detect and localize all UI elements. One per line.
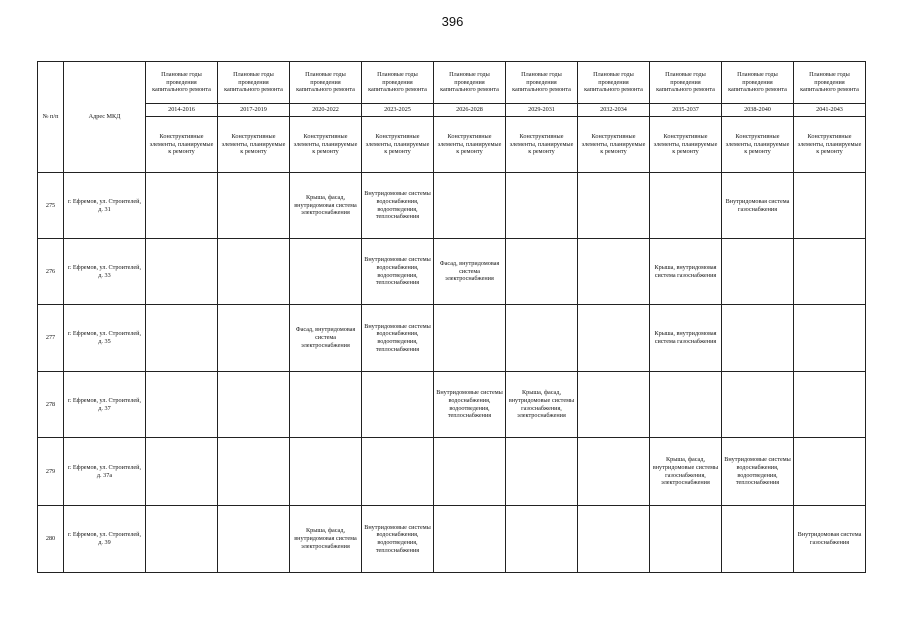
period-header: Плановые годы проведения капитального ремонта [218, 62, 290, 104]
period-header: Плановые годы проведения капитального ремонта [578, 62, 650, 104]
address-header: Адрес МКД [64, 62, 146, 173]
period-header: Плановые годы проведения капитального ремонта [650, 62, 722, 104]
repair-cell [578, 305, 650, 372]
repair-cell [362, 372, 434, 438]
repair-cell [650, 372, 722, 438]
period-label-row [38, 62, 866, 104]
period-header: Плановые годы проведения капитального ремонта [794, 62, 866, 104]
repair-cell [146, 438, 218, 506]
repair-cell: Фасад, внутридомовая система электроснабжения [434, 239, 506, 305]
repair-cell [146, 305, 218, 372]
num-header: № п/п [38, 62, 64, 173]
repair-cell [506, 305, 578, 372]
period-header: Плановые годы проведения капитального ремонта [146, 62, 218, 104]
repair-cell [506, 438, 578, 506]
repair-cell [506, 173, 578, 239]
period-header: Плановые годы проведения капитального ремонта [434, 62, 506, 104]
elements-header: Конструктивные элементы, планируемые к ремонту [794, 117, 866, 173]
repair-cell [290, 372, 362, 438]
elements-header: Конструктивные элементы, планируемые к ремонту [434, 117, 506, 173]
elements-header: Конструктивные элементы, планируемые к ремонту [362, 117, 434, 173]
repair-cell: Внутридомовая система газоснабжения [722, 173, 794, 239]
table-row [38, 239, 866, 305]
repair-cell [794, 372, 866, 438]
elements-header: Конструктивные элементы, планируемые к ремонту [146, 117, 218, 173]
row-address: г. Ефремов, ул. Строителей, д. 33 [64, 239, 146, 305]
repair-cell: Внутридомовые системы водоснабжения, водоотведения, теплоснабжения [362, 305, 434, 372]
repair-cell: Крыша, внутридомовая система газоснабжения [650, 305, 722, 372]
repair-cell: Внутридомовые системы водоснабжения, водоотведения, теплоснабжения [722, 438, 794, 506]
repair-cell [650, 173, 722, 239]
repair-cell [146, 239, 218, 305]
repair-cell [794, 305, 866, 372]
repair-cell [434, 506, 506, 573]
row-number: 280 [38, 506, 64, 573]
elements-header: Конструктивные элементы, планируемые к ремонту [650, 117, 722, 173]
repair-cell [146, 506, 218, 573]
repair-cell [506, 239, 578, 305]
period-years: 2026-2028 [434, 104, 506, 117]
period-years: 2023-2025 [362, 104, 434, 117]
period-years: 2017-2019 [218, 104, 290, 117]
repair-cell [434, 173, 506, 239]
repair-cell [578, 372, 650, 438]
row-number: 276 [38, 239, 64, 305]
repair-plan-table [37, 61, 866, 573]
repair-cell: Внутридомовые системы водоснабжения, водоотведения, теплоснабжения [362, 506, 434, 573]
period-years: 2032-2034 [578, 104, 650, 117]
repair-cell: Крыша, фасад, внутридомовая система электроснабжения [290, 173, 362, 239]
repair-cell [794, 438, 866, 506]
table-row [38, 372, 866, 438]
repair-cell [722, 506, 794, 573]
period-header: Плановые годы проведения капитального ремонта [290, 62, 362, 104]
repair-cell [794, 239, 866, 305]
repair-cell [146, 372, 218, 438]
repair-cell [794, 173, 866, 239]
row-address: г. Ефремов, ул. Строителей, д. 35 [64, 305, 146, 372]
row-number: 279 [38, 438, 64, 506]
table-row [38, 506, 866, 573]
period-years-row [38, 104, 866, 117]
repair-cell: Крыша, фасад, внутридомовая система электроснабжения [290, 506, 362, 573]
period-years: 2014-2016 [146, 104, 218, 117]
repair-cell [218, 305, 290, 372]
repair-cell [434, 305, 506, 372]
period-years: 2041-2043 [794, 104, 866, 117]
page-number: 396 [441, 14, 464, 29]
repair-cell [578, 506, 650, 573]
period-header: Плановые годы проведения капитального ремонта [506, 62, 578, 104]
repair-cell [218, 239, 290, 305]
elements-header: Конструктивные элементы, планируемые к ремонту [506, 117, 578, 173]
repair-cell [218, 173, 290, 239]
repair-cell: Внутридомовые системы водоснабжения, водоотведения, теплоснабжения [434, 372, 506, 438]
repair-cell [218, 506, 290, 573]
repair-cell: Крыша, внутридомовая система газоснабжения [650, 239, 722, 305]
repair-cell: Крыша, фасад, внутридомовые системы газоснабжения, электроснабжения [650, 438, 722, 506]
elements-header: Конструктивные элементы, планируемые к ремонту [722, 117, 794, 173]
repair-cell: Фасад, внутридомовая система электроснабжения [290, 305, 362, 372]
repair-cell [722, 239, 794, 305]
row-address: г. Ефремов, ул. Строителей, д. 31 [64, 173, 146, 239]
elements-header: Конструктивные элементы, планируемые к ремонту [290, 117, 362, 173]
period-years: 2020-2022 [290, 104, 362, 117]
repair-cell [218, 438, 290, 506]
repair-cell: Внутридомовые системы водоснабжения, водоотведения, теплоснабжения [362, 239, 434, 305]
row-address: г. Ефремов, ул. Строителей, д. 37 [64, 372, 146, 438]
elements-label-row [38, 117, 866, 173]
repair-cell: Крыша, фасад, внутридомовые системы газоснабжения, электроснабжения [506, 372, 578, 438]
repair-cell [722, 372, 794, 438]
period-header: Плановые годы проведения капитального ремонта [362, 62, 434, 104]
repair-cell: Внутридомовые системы водоснабжения, водоотведения, теплоснабжения [362, 173, 434, 239]
table-row [38, 173, 866, 239]
row-address: г. Ефремов, ул. Строителей, д. 37а [64, 438, 146, 506]
repair-cell [290, 438, 362, 506]
repair-cell [506, 506, 578, 573]
repair-cell [722, 305, 794, 372]
repair-cell [218, 372, 290, 438]
row-number: 278 [38, 372, 64, 438]
repair-cell [146, 173, 218, 239]
period-years: 2038-2040 [722, 104, 794, 117]
period-years: 2029-2031 [506, 104, 578, 117]
elements-header: Конструктивные элементы, планируемые к ремонту [218, 117, 290, 173]
repair-cell [578, 239, 650, 305]
row-address: г. Ефремов, ул. Строителей, д. 39 [64, 506, 146, 573]
repair-cell [650, 506, 722, 573]
repair-cell [578, 173, 650, 239]
elements-header: Конструктивные элементы, планируемые к ремонту [578, 117, 650, 173]
table-row [38, 438, 866, 506]
row-number: 277 [38, 305, 64, 372]
repair-cell [578, 438, 650, 506]
period-header: Плановые годы проведения капитального ремонта [722, 62, 794, 104]
repair-cell [434, 438, 506, 506]
row-number: 275 [38, 173, 64, 239]
period-years: 2035-2037 [650, 104, 722, 117]
repair-cell: Внутридомовая система газоснабжения [794, 506, 866, 573]
table-row [38, 305, 866, 372]
repair-cell [290, 239, 362, 305]
repair-cell [362, 438, 434, 506]
